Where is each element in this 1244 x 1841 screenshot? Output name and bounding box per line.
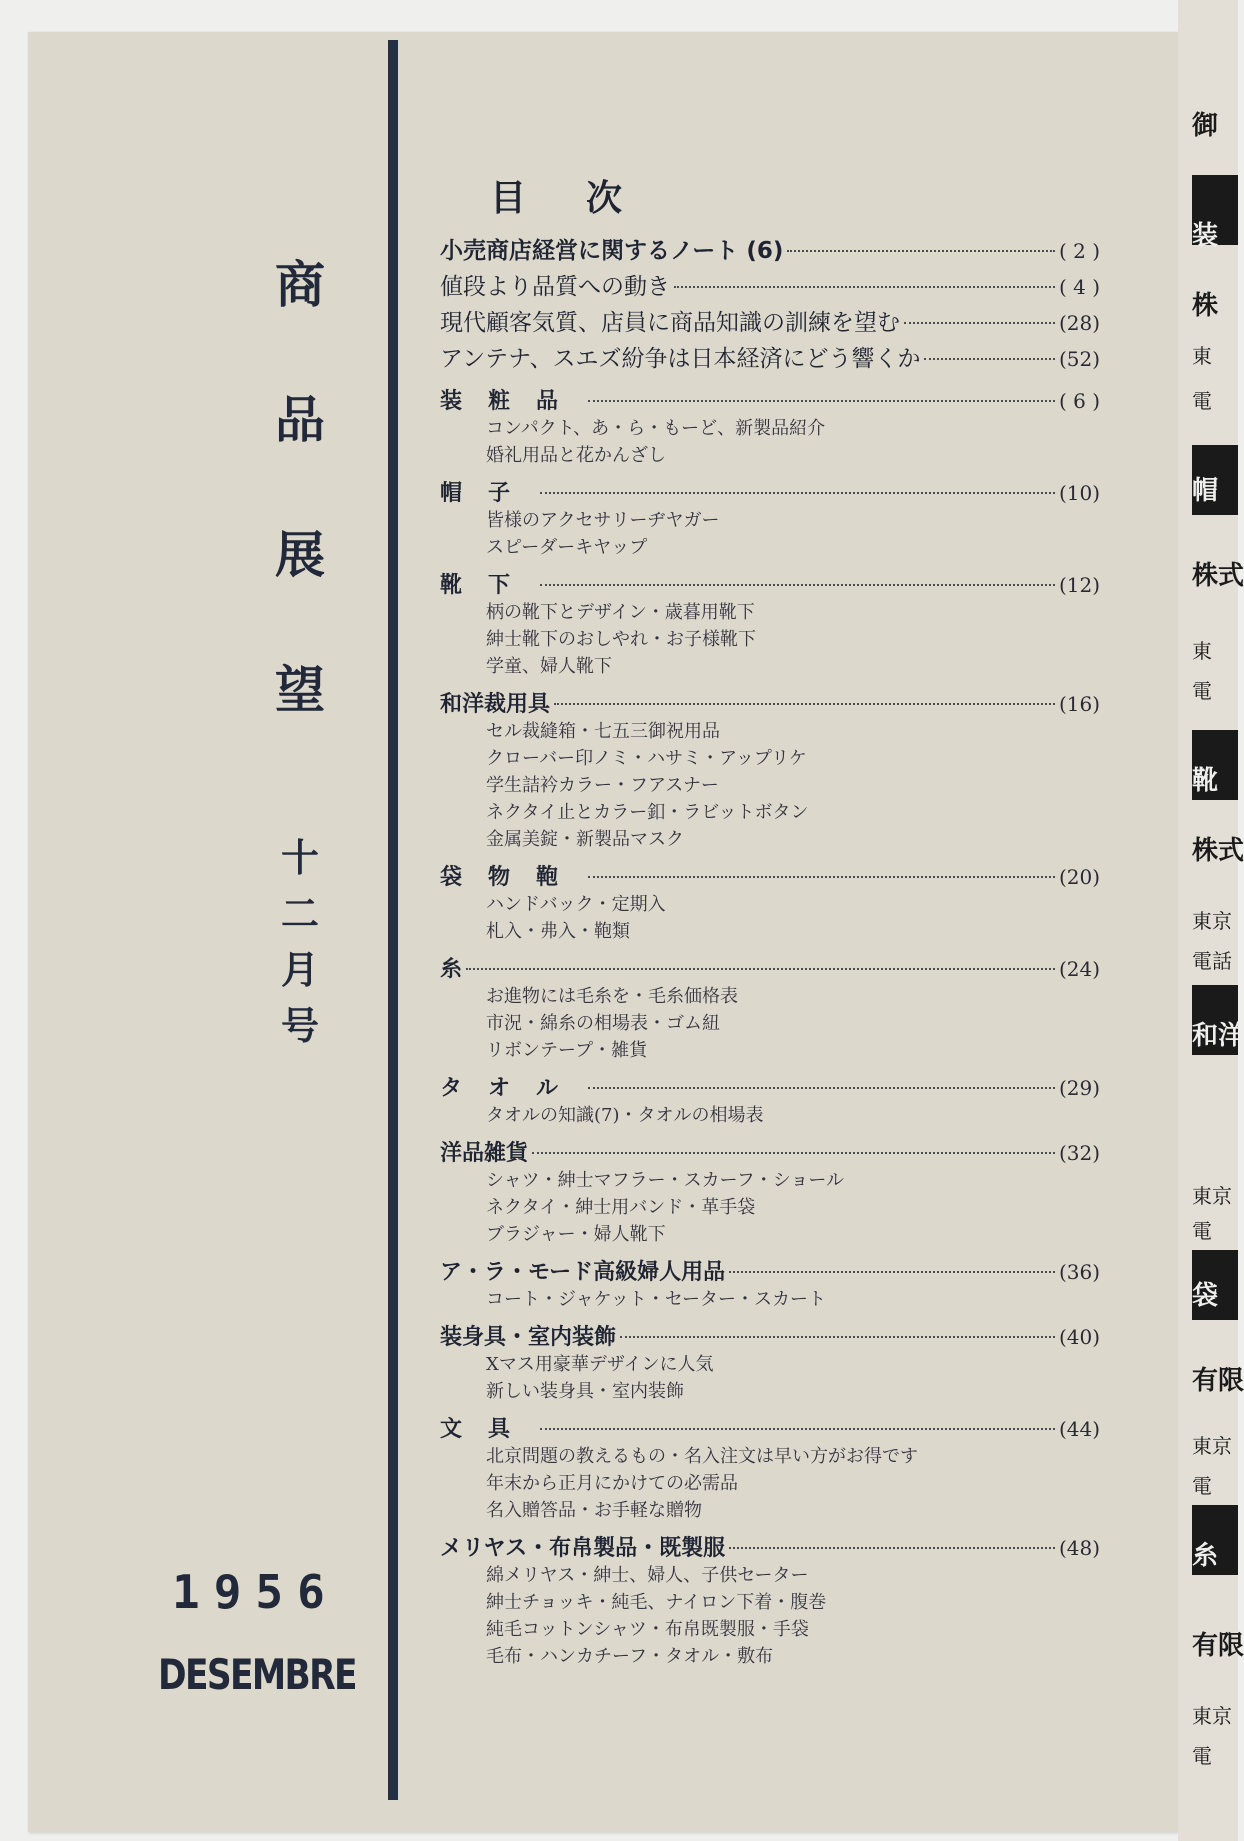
dot-leader <box>729 1271 1055 1273</box>
adjacent-page-fragment: 糸 <box>1192 1541 1219 1571</box>
toc-section-title: ア・ラ・モード高級婦人用品 <box>440 1260 726 1285</box>
toc-section <box>440 1320 1100 1350</box>
dot-leader <box>588 1087 1055 1089</box>
dot-leader <box>540 584 1055 586</box>
toc-section-title: メリヤス・布帛製品・既製服 <box>440 1536 726 1561</box>
adjacent-page-fragment: 装 <box>1192 221 1219 251</box>
toc-subitem: 金属美錠・新製品マスク <box>486 829 684 850</box>
toc-subitem: 毛布・ハンカチーフ・タオル・敷布 <box>486 1646 774 1667</box>
adjacent-page-fragment: 有限 <box>1192 1366 1244 1396</box>
adjacent-page-fragment: 御 <box>1192 111 1219 141</box>
toc-subitem: セル裁縫箱・七五三御祝用品 <box>486 721 720 742</box>
toc-section-title: 装身具・室内装飾 <box>440 1325 617 1350</box>
toc-subitem: ハンドバック・定期入 <box>486 894 666 915</box>
toc-feature <box>440 268 1100 304</box>
dot-leader <box>466 968 1055 970</box>
toc-feature <box>440 340 1100 376</box>
toc-section <box>440 952 1100 982</box>
adjacent-page-fragment: 和洋 <box>1192 1021 1244 1051</box>
dot-leader <box>588 400 1055 402</box>
magazine-title-char: 品 <box>275 391 325 449</box>
toc-section-page: (20) <box>1058 865 1100 889</box>
toc-section-title: 帽子 <box>440 481 537 506</box>
issue-month-char: 二 <box>280 892 319 936</box>
issue-month-char: 月 <box>280 948 319 992</box>
toc-section <box>440 1412 1100 1442</box>
toc-subitem: 紳士靴下のおしやれ・お子様靴下 <box>486 629 756 650</box>
toc-subitem: コンパクト、あ・ら・もーど、新製品紹介 <box>486 418 826 439</box>
toc-section-title: 靴下 <box>440 573 537 598</box>
adjacent-page-fragment: 株式 <box>1192 836 1244 866</box>
adjacent-page-fragment: 帽 <box>1192 476 1219 506</box>
toc-section <box>440 1531 1100 1561</box>
magazine-title-char: 望 <box>275 661 325 719</box>
toc-subitem: スピーダーキヤップ <box>486 537 648 558</box>
toc-subitem: ネクタイ止とカラー釦・ラビットボタン <box>486 802 809 823</box>
dot-leader <box>729 1547 1055 1549</box>
toc-section <box>440 1136 1100 1166</box>
toc-section-title: タオル <box>440 1076 585 1101</box>
dot-leader <box>674 286 1055 288</box>
dot-leader <box>540 1428 1055 1430</box>
adjacent-page-fragment: 東京 <box>1192 909 1232 933</box>
toc-section-page: ( 6 ) <box>1058 389 1100 413</box>
dot-leader <box>588 876 1055 878</box>
toc-section-page: (12) <box>1058 573 1100 597</box>
toc-subitem: 柄の靴下とデザイン・歳暮用靴下 <box>486 602 755 623</box>
toc-subitem: 名入贈答品・お手軽な贈物 <box>486 1500 702 1521</box>
toc-section <box>440 476 1100 506</box>
toc-subitem: 学童、婦人靴下 <box>486 656 612 677</box>
toc-subitem: 紳士チョッキ・純毛、ナイロン下着・腹巻 <box>486 1592 827 1613</box>
toc-subitem: Xマス用豪華デザインに人気 <box>486 1354 714 1375</box>
toc-section <box>440 687 1100 717</box>
adjacent-page-fragment: 靴 <box>1192 766 1219 796</box>
toc-subitem: ブラジャー・婦人靴下 <box>486 1224 666 1245</box>
toc-section <box>440 860 1100 890</box>
toc-section <box>440 568 1100 598</box>
magazine-title-char: 商 <box>275 256 325 314</box>
toc-subitem: シャツ・紳士マフラー・スカーフ・ショール <box>486 1170 845 1191</box>
issue-month-char: 十 <box>280 836 319 880</box>
toc-subitem: 年末から正月にかけての必需品 <box>486 1473 738 1494</box>
toc-section-page: (16) <box>1058 692 1100 716</box>
toc-subitem: 皆様のアクセサリーヂヤガー <box>486 510 720 531</box>
toc-section-page: (40) <box>1058 1325 1100 1349</box>
toc-heading: 目次 <box>490 178 683 219</box>
toc-subitem: 婚礼用品と花かんざし <box>486 445 666 466</box>
toc-feature-title: アンテナ、スエズ紛争は日本経済にどう響くか <box>440 346 921 372</box>
toc-section-page: (48) <box>1058 1536 1100 1560</box>
toc-subitem: 新しい装身具・室内装飾 <box>486 1381 684 1402</box>
adjacent-page-fragment: 株 <box>1192 291 1219 321</box>
toc-feature-title: 小売商店経営に関するノート (6) <box>440 238 784 264</box>
adjacent-page-fragment: 電 <box>1192 1474 1212 1498</box>
adjacent-page-fragment: 東 <box>1192 639 1212 663</box>
dot-leader <box>540 492 1055 494</box>
dot-leader <box>532 1152 1055 1154</box>
toc-section-title: 袋物鞄 <box>440 865 585 890</box>
toc-section-page: (44) <box>1058 1417 1100 1441</box>
adjacent-page-fragment: 袋 <box>1192 1281 1219 1311</box>
toc-feature-page: ( 2 ) <box>1058 239 1100 263</box>
toc-section-page: (29) <box>1058 1076 1100 1100</box>
toc-section-page: (10) <box>1058 481 1100 505</box>
toc-feature-page: ( 4 ) <box>1058 275 1100 299</box>
toc-feature-page: (28) <box>1058 311 1100 335</box>
table-of-contents <box>440 232 1100 1669</box>
issue-month-char: 号 <box>280 1004 319 1048</box>
issue-month-en: DESEMBRE <box>158 1650 356 1699</box>
adjacent-page-fragment: 東 <box>1192 344 1212 368</box>
toc-feature-page: (52) <box>1058 347 1100 371</box>
adjacent-page-fragment: 電 <box>1192 389 1212 413</box>
toc-subitem: 綿メリヤス・紳士、婦人、子供セーター <box>486 1565 809 1586</box>
toc-section <box>440 1071 1100 1101</box>
toc-subitem: ネクタイ・紳士用バンド・革手袋 <box>486 1197 756 1218</box>
dot-leader <box>787 250 1055 252</box>
toc-subitem: コート・ジャケット・セーター・スカート <box>486 1289 827 1310</box>
adjacent-page-fragment: 東京 <box>1192 1704 1232 1728</box>
toc-section <box>440 384 1100 414</box>
adjacent-page-fragment: 電 <box>1192 1744 1212 1768</box>
toc-subitem: タオルの知識(7)・タオルの相場表 <box>486 1105 764 1126</box>
issue-year: 1956 <box>172 1565 339 1619</box>
adjacent-page-fragment: 電 <box>1192 679 1212 703</box>
dot-leader <box>904 322 1055 324</box>
adjacent-page-fragment: 株式 <box>1192 561 1244 591</box>
adjacent-page-fragment: 東京 <box>1192 1434 1232 1458</box>
toc-section-title: 糸 <box>440 957 463 982</box>
toc-section-title: 文具 <box>440 1417 537 1442</box>
magazine-title-char: 展 <box>275 526 325 584</box>
toc-section <box>440 1255 1100 1285</box>
adjacent-page-fragment: 有限 <box>1192 1631 1244 1661</box>
toc-feature <box>440 232 1100 268</box>
toc-subitem: 市況・綿糸の相場表・ゴム紐 <box>486 1013 720 1034</box>
toc-feature-title: 現代顧客気質、店員に商品知識の訓練を望む <box>440 310 900 336</box>
toc-subitem: 北京問題の教えるもの・名入注文は早い方がお得です <box>486 1446 918 1467</box>
toc-feature-title: 値段より品質への動き <box>440 274 670 300</box>
toc-section-page: (24) <box>1058 957 1100 981</box>
toc-section-title: 装粧品 <box>440 389 585 414</box>
toc-subitem: 札入・弗入・鞄類 <box>486 921 630 942</box>
toc-section-title: 洋品雑貨 <box>440 1141 529 1166</box>
toc-section-title: 和洋裁用具 <box>440 692 551 717</box>
toc-subitem: 純毛コットンシャツ・布帛既製服・手袋 <box>486 1619 809 1640</box>
issue-month-vertical <box>270 830 330 1054</box>
magazine-title-vertical <box>270 218 330 758</box>
adjacent-page-fragment: 電 <box>1192 1219 1212 1243</box>
toc-subitem: お進物には毛糸を・毛糸価格表 <box>486 986 738 1007</box>
toc-feature <box>440 304 1100 340</box>
dot-leader <box>554 703 1055 705</box>
dot-leader <box>924 358 1054 360</box>
toc-section-page: (36) <box>1058 1260 1100 1284</box>
toc-subitem: クローバー印ノミ・ハサミ・アップリケ <box>486 748 807 769</box>
adjacent-page-edge <box>1178 0 1244 1841</box>
toc-subitem: リボンテープ・雑貨 <box>486 1040 648 1061</box>
dot-leader <box>620 1336 1055 1338</box>
toc-section-page: (32) <box>1058 1141 1100 1165</box>
adjacent-page-fragment: 東京 <box>1192 1184 1232 1208</box>
vertical-divider <box>388 40 398 1800</box>
adjacent-page-fragment: 電話 <box>1192 949 1232 973</box>
toc-subitem: 学生詰衿カラー・フアスナー <box>486 775 719 796</box>
